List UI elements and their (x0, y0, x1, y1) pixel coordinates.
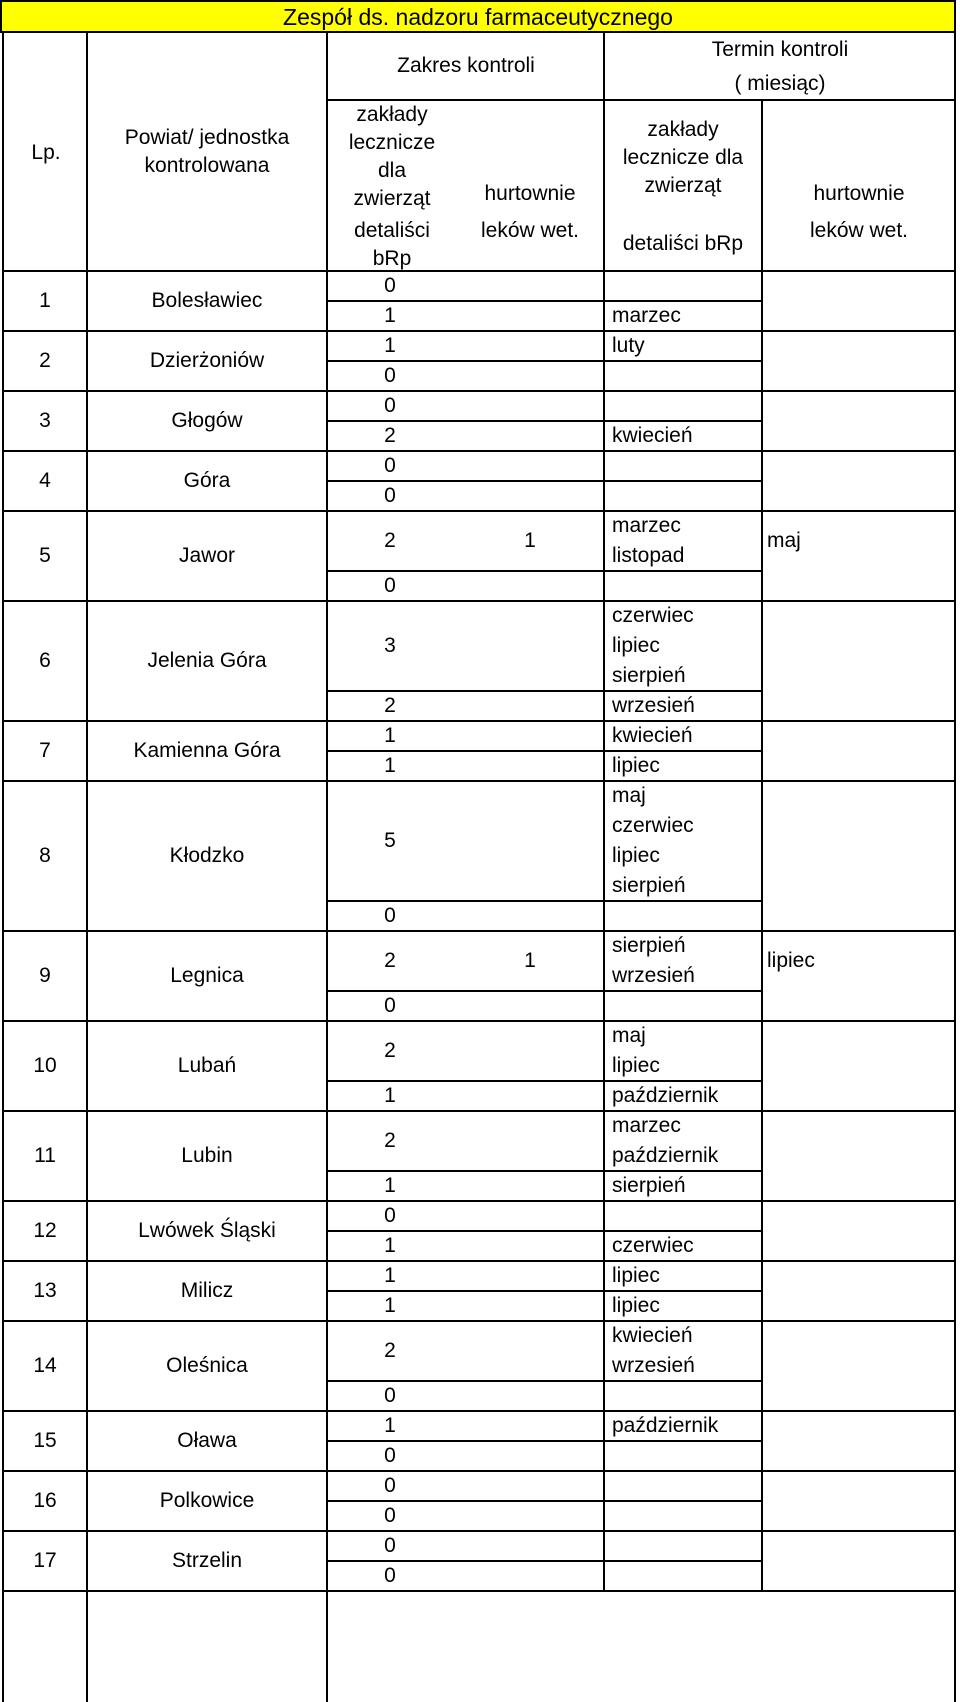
zaklady-month-cell: lipiec (612, 1294, 660, 1317)
zaklady-count-cell: 1 (384, 1414, 396, 1437)
table-title-bar (0, 0, 956, 33)
header-hurtownie-1: hurtownie (484, 182, 576, 205)
month-subrow-divider (603, 300, 761, 302)
district-name-cell: Lwówek Śląski (138, 1219, 276, 1242)
hurtownie-month-cell: maj (767, 529, 801, 552)
zaklady-count-cell: 0 (384, 484, 396, 507)
header-zakres: Zakres kontroli (397, 54, 535, 77)
district-lp-cell: 8 (39, 844, 51, 867)
district-name-cell: Bolesławiec (151, 289, 263, 312)
zaklady-month-cell: październik (612, 1144, 719, 1167)
subrow-divider (326, 1230, 604, 1232)
district-row-line (2, 1410, 954, 1412)
district-name-cell: Lubań (177, 1054, 237, 1077)
month-subrow-divider (603, 1380, 761, 1382)
zaklady-count-cell: 0 (384, 1204, 396, 1227)
zaklady-count-cell: 1 (384, 1174, 396, 1197)
district-lp-cell: 9 (39, 964, 51, 987)
district-lp-cell: 2 (39, 349, 51, 372)
header-hurtownie-month-2: leków wet. (809, 219, 909, 242)
zaklady-count-cell: 0 (384, 394, 396, 417)
subrow-divider (326, 1080, 604, 1082)
zaklady-month-cell: sierpień (612, 934, 686, 957)
zaklady-count-cell: 1 (384, 304, 396, 327)
month-subrow-divider (603, 1500, 761, 1502)
district-row-line (2, 1020, 954, 1022)
header-zaklady-1: zakłady (356, 103, 428, 126)
district-name-cell: Kłodzko (169, 844, 245, 867)
zaklady-count-cell: 0 (384, 994, 396, 1017)
zaklady-count-cell: 2 (384, 1339, 396, 1362)
month-subrow-divider (603, 1440, 761, 1442)
district-lp-cell: 10 (33, 1054, 57, 1077)
month-subrow-divider (603, 990, 761, 992)
district-lp-cell: 6 (39, 649, 51, 672)
hurtownie-month-cell: lipiec (767, 949, 815, 972)
zaklady-month-cell: wrzesień (612, 1354, 695, 1377)
divider-powiat (326, 31, 328, 1702)
district-row-line (2, 1320, 954, 1322)
zaklady-count-cell: 2 (384, 949, 396, 972)
district-lp-cell: 17 (33, 1549, 57, 1572)
district-lp-cell: 15 (33, 1429, 57, 1452)
subrow-divider (326, 1560, 604, 1562)
zaklady-month-cell: luty (612, 334, 645, 357)
header-termin-line1: Termin kontroli (711, 38, 849, 61)
zaklady-count-cell: 0 (384, 574, 396, 597)
month-subrow-divider (603, 570, 761, 572)
header-powiat-line2: kontrolowana (144, 154, 270, 177)
district-lp-cell: 11 (34, 1144, 56, 1167)
zaklady-month-cell: sierpień (612, 874, 686, 897)
subrow-divider (326, 900, 604, 902)
zaklady-count-cell: 1 (384, 1294, 396, 1317)
subrow-divider (326, 690, 604, 692)
body-divider-month-right (761, 271, 763, 1591)
zaklady-count-cell: 0 (384, 904, 396, 927)
zaklady-count-cell: 1 (384, 754, 396, 777)
subrow-divider (326, 360, 604, 362)
zaklady-count-cell: 1 (384, 1234, 396, 1257)
district-name-cell: Głogów (171, 409, 243, 432)
zaklady-month-cell: marzec (612, 514, 681, 537)
district-name-cell: Jawor (178, 544, 236, 567)
zaklady-month-cell: lipiec (612, 1264, 660, 1287)
zaklady-month-cell: październik (612, 1414, 719, 1437)
subrow-divider (326, 300, 604, 302)
subrow-divider (326, 1290, 604, 1292)
district-row-line (2, 930, 954, 932)
month-subrow-divider (603, 1080, 761, 1082)
district-row-line (2, 600, 954, 602)
district-lp-cell: 14 (33, 1354, 57, 1377)
district-name-cell: Strzelin (171, 1549, 243, 1572)
district-name-cell: Oława (177, 1429, 237, 1452)
district-name-cell: Lubin (181, 1144, 233, 1167)
month-subrow-divider (603, 900, 761, 902)
district-lp-cell: 3 (39, 409, 51, 432)
header-zaklady-4: zwierząt (353, 187, 431, 210)
zaklady-month-cell: październik (612, 1084, 719, 1107)
district-row-line (2, 780, 954, 782)
subrow-divider (326, 1170, 604, 1172)
header-lp: Lp. (31, 141, 61, 164)
zaklady-count-cell: 1 (384, 334, 396, 357)
district-name-cell: Milicz (180, 1279, 234, 1302)
zaklady-month-cell: lipiec (612, 844, 660, 867)
zaklady-month-cell: kwiecień (612, 724, 693, 747)
zaklady-month-cell: maj (612, 784, 646, 807)
subrow-divider (326, 750, 604, 752)
header-subrow-line (326, 99, 954, 101)
zaklady-count-cell: 1 (384, 724, 396, 747)
month-subrow-divider (603, 1170, 761, 1172)
district-lp-cell: 7 (39, 739, 51, 762)
zaklady-count-cell: 1 (384, 1264, 396, 1287)
zaklady-count-cell: 5 (384, 829, 396, 852)
zaklady-count-cell: 2 (384, 1129, 396, 1152)
zaklady-count-cell: 0 (384, 364, 396, 387)
zaklady-month-cell: wrzesień (612, 694, 695, 717)
subrow-divider (326, 1380, 604, 1382)
month-subrow-divider (603, 360, 761, 362)
header-zaklady-6: bRp (372, 247, 412, 270)
district-name-cell: Jelenia Góra (147, 649, 267, 672)
zaklady-month-cell: czerwiec (612, 1234, 694, 1257)
header-zaklady-month-4: detaliści bRp (622, 232, 744, 255)
district-name-cell: Góra (183, 469, 231, 492)
district-row-line (2, 1470, 954, 1472)
header-hurtownie-month-1: hurtownie (813, 182, 905, 205)
district-row-line (2, 1200, 954, 1202)
subrow-divider (326, 480, 604, 482)
header-zaklady-5: detaliści (354, 219, 430, 242)
divider-termin-header (761, 100, 763, 271)
month-subrow-divider (603, 750, 761, 752)
zaklady-month-cell: sierpień (612, 664, 686, 687)
hurtownie-count-cell: 1 (524, 529, 536, 552)
zaklady-count-cell: 2 (384, 529, 396, 552)
zaklady-month-cell: marzec (612, 1114, 681, 1137)
zaklady-month-cell: czerwiec (612, 604, 694, 627)
divider-zakres-header (603, 31, 605, 271)
subrow-divider (326, 990, 604, 992)
zaklady-month-cell: lipiec (612, 634, 660, 657)
subrow-divider (326, 420, 604, 422)
header-zaklady-2: lecznicze (348, 131, 436, 154)
district-name-cell: Kamienna Góra (133, 739, 281, 762)
header-zaklady-month-3: zwierząt (644, 174, 722, 197)
district-name-cell: Legnica (170, 964, 244, 987)
district-lp-cell: 1 (39, 289, 51, 312)
zaklady-count-cell: 2 (384, 424, 396, 447)
district-lp-cell: 13 (33, 1279, 57, 1302)
subrow-divider (326, 1500, 604, 1502)
zaklady-month-cell: lipiec (612, 754, 660, 777)
district-name-cell: Oleśnica (166, 1354, 248, 1377)
zaklady-count-cell: 0 (384, 274, 396, 297)
header-bottom-line (2, 270, 954, 272)
district-lp-cell: 16 (33, 1489, 57, 1512)
district-name-cell: Polkowice (159, 1489, 255, 1512)
zaklady-month-cell: kwiecień (612, 424, 693, 447)
month-subrow-divider (603, 1230, 761, 1232)
district-row-line (2, 1530, 954, 1532)
zaklady-count-cell: 0 (384, 1444, 396, 1467)
month-subrow-divider (603, 480, 761, 482)
subrow-divider (326, 570, 604, 572)
zaklady-count-cell: 0 (384, 454, 396, 477)
zaklady-month-cell: maj (612, 1024, 646, 1047)
zaklady-month-cell: czerwiec (612, 814, 694, 837)
table-title: Zespół ds. nadzoru farmaceutycznego (283, 4, 673, 30)
month-subrow-divider (603, 1290, 761, 1292)
month-subrow-divider (603, 1560, 761, 1562)
zaklady-month-cell: marzec (612, 304, 681, 327)
zaklady-count-cell: 0 (384, 1564, 396, 1587)
district-row-line (2, 1110, 954, 1112)
header-zaklady-month-1: zakłady (647, 118, 719, 141)
district-lp-cell: 12 (33, 1219, 57, 1242)
zaklady-count-cell: 0 (384, 1504, 396, 1527)
zaklady-count-cell: 0 (384, 1534, 396, 1557)
zaklady-count-cell: 1 (384, 1084, 396, 1107)
zaklady-month-cell: kwiecień (612, 1324, 693, 1347)
month-subrow-divider (603, 420, 761, 422)
zaklady-month-cell: lipiec (612, 1054, 660, 1077)
district-row-line (2, 390, 954, 392)
district-row-line (2, 1590, 954, 1592)
district-row-line (2, 330, 954, 332)
district-row-line (2, 510, 954, 512)
zaklady-count-cell: 2 (384, 694, 396, 717)
district-name-cell: Dzierżoniów (149, 349, 265, 372)
header-zaklady-month-2: lecznicze dla (622, 146, 744, 169)
zaklady-count-cell: 0 (384, 1474, 396, 1497)
header-hurtownie-2: leków wet. (480, 219, 580, 242)
district-row-line (2, 720, 954, 722)
district-row-line (2, 450, 954, 452)
district-lp-cell: 5 (39, 544, 51, 567)
header-powiat-line1: Powiat/ jednostka (124, 126, 290, 149)
district-row-line (2, 1260, 954, 1262)
zaklady-count-cell: 3 (384, 634, 396, 657)
zaklady-month-cell: listopad (612, 544, 685, 567)
hurtownie-count-cell: 1 (524, 949, 536, 972)
district-lp-cell: 4 (39, 469, 51, 492)
header-zaklady-3: dla (377, 159, 407, 182)
header-termin-line2: ( miesiąc) (734, 72, 826, 95)
body-divider-month-left (603, 271, 605, 1591)
border-right (954, 31, 956, 1702)
zaklady-month-cell: sierpień (612, 1174, 686, 1197)
zaklady-count-cell: 2 (384, 1039, 396, 1062)
subrow-divider (326, 1440, 604, 1442)
month-subrow-divider (603, 690, 761, 692)
zaklady-count-cell: 0 (384, 1384, 396, 1407)
zaklady-month-cell: wrzesień (612, 964, 695, 987)
